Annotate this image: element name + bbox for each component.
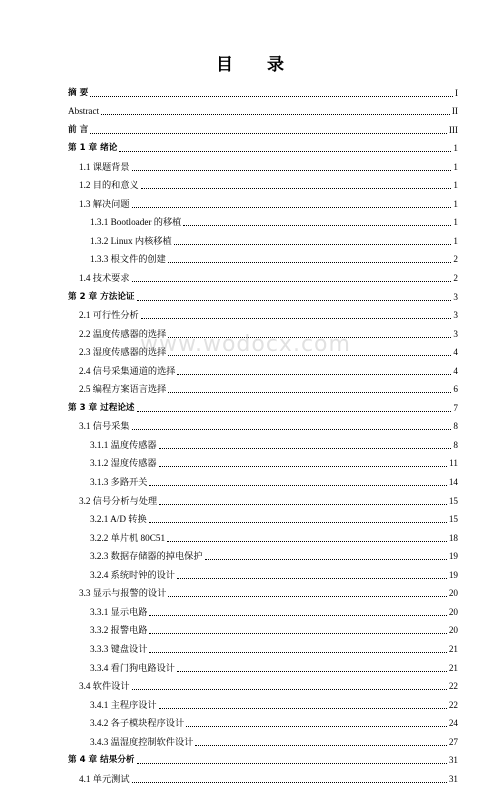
toc-leader-dots [186, 725, 447, 727]
toc-leader-dots [168, 261, 452, 263]
toc-leader-dots [159, 465, 448, 467]
toc-leader-dots [132, 688, 447, 690]
toc-entry-page-number: 15 [448, 495, 458, 506]
toc-entry-label: 3.2.3 数据存储器的掉电保护 [90, 551, 203, 562]
toc-leader-dots [183, 224, 451, 226]
toc-entry-label: 3.3.1 显示电路 [90, 606, 148, 617]
toc-entry-label: 4.1 单元测试 [79, 773, 130, 784]
toc-entry-page-number: 4 [453, 347, 458, 358]
toc-leader-dots [137, 410, 452, 412]
toc-leader-dots [132, 206, 452, 208]
toc-entry-page-number: 15 [448, 514, 458, 525]
toc-entry-label: 3.3.3 键盘设计 [90, 643, 148, 654]
toc-entry[interactable] [68, 136, 458, 155]
toc-leader-dots [149, 614, 446, 616]
toc-entry-page-number: 22 [448, 699, 458, 710]
toc-entry-label: 3.1.2 湿度传感器 [90, 458, 157, 469]
toc-entry-page-number: 1 [453, 235, 458, 246]
toc-entry-page-number: 19 [448, 551, 458, 562]
toc-entry-label: 3.4.2 各子模块程序设计 [90, 718, 185, 729]
toc-entry-label: 3.2.1 A/D 转换 [90, 514, 147, 525]
toc-leader-dots [177, 373, 451, 375]
toc-entry-label: 第 2 章 方法论证 [68, 291, 135, 302]
toc-entry-label: 3.1.1 温度传感器 [90, 439, 157, 450]
toc-entry-page-number: 3 [453, 310, 458, 321]
toc-entry[interactable] [68, 395, 458, 414]
toc-entry-page-number: I [454, 87, 458, 98]
toc-leader-dots [168, 391, 451, 393]
toc-entry[interactable] [68, 228, 458, 247]
toc-entry-page-number: II [451, 106, 458, 117]
toc-entry-page-number: 8 [453, 439, 458, 450]
toc-entry[interactable] [68, 525, 458, 544]
toc-entry-page-number: 31 [448, 755, 458, 766]
toc-leader-dots [167, 540, 447, 542]
toc-entry[interactable] [68, 377, 458, 396]
toc-entry[interactable] [68, 599, 458, 618]
toc-entry-page-number: 20 [448, 606, 458, 617]
toc-entry-page-number: 14 [448, 477, 458, 488]
toc-leader-dots [90, 95, 453, 97]
toc-entry-page-number: 1 [453, 198, 458, 209]
toc-entry-label: Abstract [68, 106, 100, 117]
toc-entry-label: 1.3.2 Linux 内核移植 [90, 235, 172, 246]
toc-entry-label: 3.1.3 多路开关 [90, 477, 148, 488]
toc-leader-dots [132, 428, 452, 430]
toc-entry-page-number: 21 [448, 662, 458, 673]
toc-entry[interactable] [68, 451, 458, 470]
toc-entry[interactable] [68, 636, 458, 655]
toc-entry[interactable] [68, 191, 458, 210]
toc-entry-label: 前 言 [68, 124, 89, 135]
toc-entry[interactable] [68, 154, 458, 173]
toc-entry[interactable] [68, 265, 458, 284]
toc-entry[interactable] [68, 173, 458, 192]
toc-leader-dots [177, 670, 447, 672]
toc-entry[interactable] [68, 99, 458, 118]
toc-entry-page-number: 8 [453, 421, 458, 432]
toc-entry[interactable] [68, 284, 458, 303]
toc-entry[interactable] [68, 469, 458, 488]
toc-entry-label: 3.4.1 主程序设计 [90, 699, 157, 710]
toc-entry[interactable] [68, 748, 458, 767]
toc-entry-label: 2.3 湿度传感器的选择 [79, 347, 167, 358]
toc-entry-page-number: 20 [448, 588, 458, 599]
toc-entry-page-number: 1 [453, 217, 458, 228]
toc-entry-label: 3.2 信号分析与处理 [79, 495, 158, 506]
toc-entry-label: 3.4 软件设计 [79, 681, 130, 692]
toc-entry-label: 3.4.3 温湿度控制软件设计 [90, 736, 194, 747]
toc-leader-dots [137, 299, 452, 301]
toc-entry-label: 1.1 课题背景 [79, 161, 130, 172]
toc-leader-dots [132, 781, 447, 783]
toc-entry-label: 2.2 温度传感器的选择 [79, 328, 167, 339]
toc-entry-page-number: 7 [453, 402, 458, 413]
toc-entry[interactable] [68, 358, 458, 377]
toc-leader-dots [149, 521, 447, 523]
toc-entry[interactable] [68, 711, 458, 730]
toc-leader-dots [101, 113, 450, 115]
toc-entry-label: 3.1 信号采集 [79, 421, 130, 432]
toc-leader-dots [119, 150, 451, 152]
toc-entry-label: 第 4 章 结果分析 [68, 755, 135, 766]
toc-entry-page-number: 1 [453, 161, 458, 172]
toc-leader-dots [137, 762, 447, 764]
toc-entry-label: 1.3.3 根文件的创建 [90, 254, 166, 265]
toc-entry[interactable] [68, 117, 458, 136]
toc-entry-label: 1.3.1 Bootloader 的移植 [90, 217, 182, 228]
toc-entry[interactable] [68, 80, 458, 99]
toc-entry-page-number: 20 [448, 625, 458, 636]
toc-leader-dots [159, 447, 452, 449]
toc-leader-dots [149, 651, 446, 653]
toc-entry-page-number: 2 [453, 254, 458, 265]
toc-leader-dots [205, 558, 447, 560]
toc-entry[interactable] [68, 488, 458, 507]
toc-entry-label: 2.4 信号采集通道的选择 [79, 365, 176, 376]
toc-leader-dots [159, 503, 447, 505]
toc-entry[interactable] [68, 581, 458, 600]
toc-leader-dots [149, 484, 446, 486]
toc-entry[interactable] [68, 729, 458, 748]
toc-entry-label: 1.2 目的和意义 [79, 180, 139, 191]
toc-entry-label: 1.4 技术要求 [79, 273, 130, 284]
toc-leader-dots [141, 317, 452, 319]
toc-leader-dots [174, 243, 452, 245]
toc-entry[interactable] [68, 618, 458, 637]
toc-entry-page-number: 11 [449, 458, 458, 469]
toc-entry-label: 第 1 章 绪论 [68, 143, 118, 154]
toc-entry[interactable] [68, 507, 458, 526]
toc-entry-page-number: 2 [453, 273, 458, 284]
toc-title: 目 录 [216, 55, 298, 75]
toc-entry-label: 摘 要 [68, 87, 89, 98]
toc-entry-page-number: III [448, 124, 458, 135]
toc-entry-label: 3.2.2 单片机 80C51 [90, 532, 166, 543]
toc-entry-page-number: 1 [453, 143, 458, 154]
toc-entry-page-number: 21 [448, 643, 458, 654]
toc-entry[interactable] [68, 210, 458, 229]
toc-entry[interactable] [68, 692, 458, 711]
toc-entry-page-number: 27 [448, 736, 458, 747]
toc-entry-label: 第 3 章 过程论述 [68, 402, 135, 413]
toc-entry-page-number: 1 [453, 180, 458, 191]
toc-entry-page-number: 18 [448, 532, 458, 543]
toc-entry-page-number: 4 [453, 365, 458, 376]
toc-leader-dots [149, 632, 446, 634]
toc-entry[interactable] [68, 766, 458, 785]
toc-entry-label: 3.3.2 报警电路 [90, 625, 148, 636]
watermark: www.wodocx.com [140, 332, 351, 357]
toc-leader-dots [168, 595, 447, 597]
toc-entry-page-number: 19 [448, 569, 458, 580]
toc-leader-dots [90, 132, 447, 134]
table-of-contents [68, 80, 458, 785]
toc-entry-label: 2.5 编程方案语言选择 [79, 384, 167, 395]
toc-entry[interactable] [68, 674, 458, 693]
toc-entry-label: 3.3.4 看门狗电路设计 [90, 662, 175, 673]
toc-entry[interactable] [68, 247, 458, 266]
toc-entry-page-number: 24 [448, 718, 458, 729]
toc-entry-page-number: 22 [448, 681, 458, 692]
toc-entry[interactable] [68, 414, 458, 433]
toc-entry[interactable] [68, 544, 458, 563]
toc-entry-label: 3.3 显示与报警的设计 [79, 588, 167, 599]
toc-entry[interactable] [68, 562, 458, 581]
toc-entry-label: 3.2.4 系统时钟的设计 [90, 569, 175, 580]
toc-entry[interactable] [68, 655, 458, 674]
toc-leader-dots [141, 187, 452, 189]
toc-leader-dots [177, 577, 447, 579]
toc-entry-page-number: 3 [453, 328, 458, 339]
toc-entry-page-number: 3 [453, 291, 458, 302]
toc-entry-page-number: 31 [448, 773, 458, 784]
toc-entry-page-number: 6 [453, 384, 458, 395]
toc-leader-dots [132, 169, 452, 171]
toc-entry[interactable] [68, 432, 458, 451]
toc-entry-label: 2.1 可行性分析 [79, 310, 139, 321]
toc-entry[interactable] [68, 303, 458, 322]
toc-entry-label: 1.3 解决问题 [79, 198, 130, 209]
toc-leader-dots [195, 744, 446, 746]
toc-leader-dots [132, 280, 452, 282]
